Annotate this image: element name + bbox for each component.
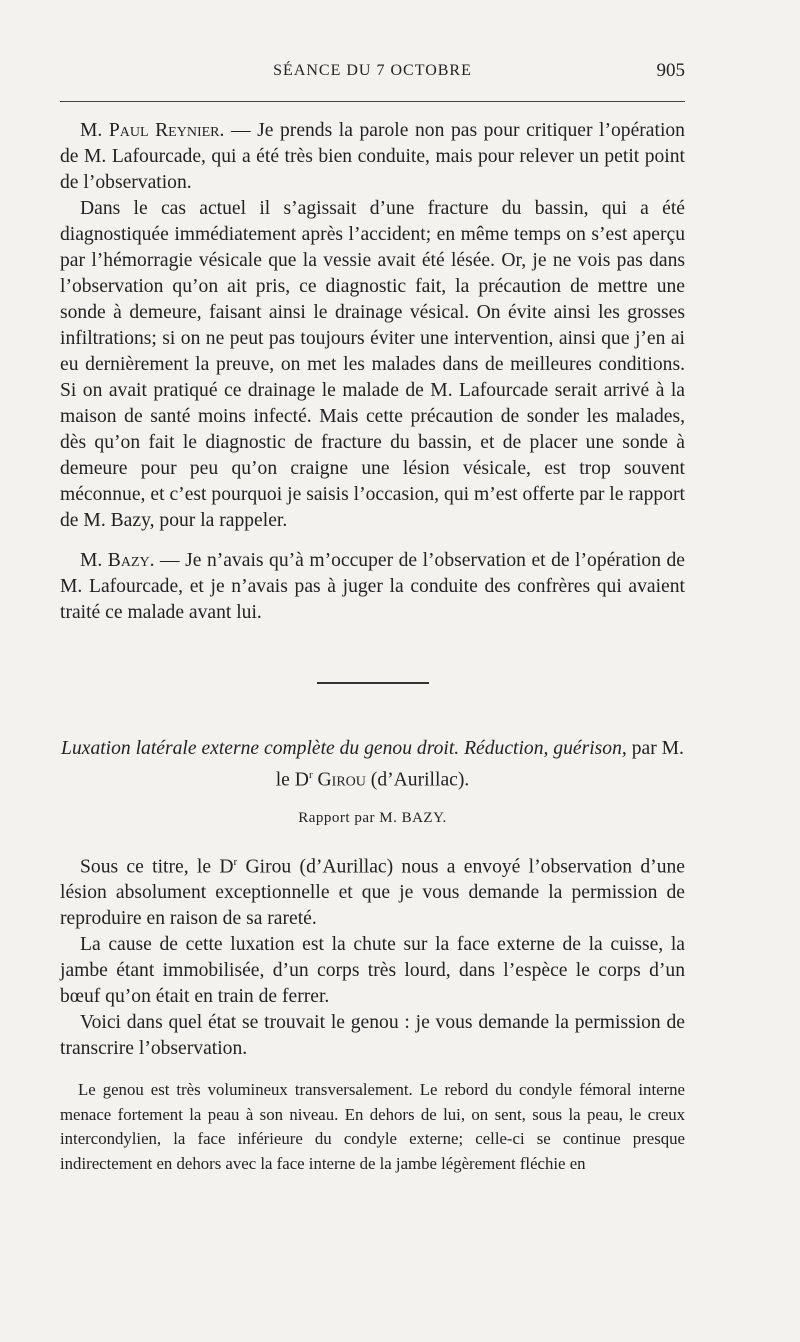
section-separator xyxy=(317,682,429,684)
report-paragraph-3: Voici dans quel état se trouvait le genou : je vous demande la permission de transcrire l’observation. xyxy=(60,1012,685,1060)
article-title xyxy=(60,736,685,794)
bazy-paragraph xyxy=(60,548,685,626)
page-number: 905 xyxy=(656,60,685,81)
running-header xyxy=(60,58,685,88)
report-p1-b: Girou (d’Aurillac) nous a envoyé l’observation d’une lésion absolument exceptionnelle et que je vous demande la permission de reproduire en raison de sa rareté. xyxy=(60,856,685,930)
article-title-by: par M. le D xyxy=(275,738,684,791)
running-title: SÉANCE DU 7 OCTOBRE xyxy=(273,62,472,79)
spacer-2 xyxy=(60,1062,685,1078)
report-p1-a: Sous ce titre, le D xyxy=(80,856,234,878)
article-author: Girou xyxy=(312,769,366,791)
report-line: Rapport par M. BAZY. xyxy=(298,809,447,826)
speaker-bazy: M. Bazy. xyxy=(80,550,155,571)
article-title-main: Luxation latérale externe complète du genou droit. Réduction, guérison, xyxy=(61,738,627,759)
reynier-paragraph-2: Dans le cas actuel il s’agissait d’une fracture du bassin, qui a été diagnostiquée immédiatement après l’accident; en même temps on s’est aperçu par l’hémorragie vésicale que la vessie avait été lésée. Or, je ne vois pas dans l’observation qu’on ait pris, ce diagnostic fait, la précaution de mettre une sonde à demeure, faisant ainsi le drainage vésical. On évite ainsi les grosses infiltrations; si on ne peut pas toujours éviter une intervention, ainsi que j’en ai eu dernièrement la preuve, on met les malades dans de meilleures conditions. Si on avait pratiqué ce drainage le malade de M. Lafourcade serait arrivé à la maison de santé moins infecté. Mais cette précaution de sonder les malades, dès qu’on fait le diagnostic de fracture du bassin, et de placer une sonde à demeure pour peu qu’on craigne une lésion vésicale, est trop souvent méconnue, et c’est pourquoi je saisis l’occasion, qui m’est offerte par le rapport de M. Bazy, pour la rappeler. xyxy=(60,198,685,531)
reynier-lead-text: — Je prends la parole non pas pour critiquer l’opération de M. Lafourcade, qui a été très bien conduite, mais pour relever un petit point de l’observation. xyxy=(60,120,685,193)
report-paragraph-2: La cause de cette luxation est la chute sur la face externe de la cuisse, la jambe étant immobilisée, d’un corps très lourd, dans l’espèce le corps d’un bœuf qu’on était en train de ferrer. xyxy=(60,934,685,1008)
article-place: (d’Aurillac). xyxy=(365,769,470,791)
spacer xyxy=(60,534,685,548)
observation-quote: Le genou est très volumineux transversalement. Le rebord du condyle fémoral interne menace fortement la peau à son niveau. En dehors de lui, on sent, sous la peau, le creux intercondylien, la face inférieure du condyle externe; celle-ci se continue presque indirectement en dehors avec la face interne de la jambe légèrement fléchie en xyxy=(60,1080,685,1173)
reynier-paragraph-1 xyxy=(60,118,685,196)
bazy-text: — Je n’avais qu’à m’occuper de l’observation et de l’opération de M. Lafourcade, et je n’avais pas à juger la conduite des confrères qui avaient traité ce malade avant lui. xyxy=(60,550,685,623)
article-title-sup: r xyxy=(308,769,313,781)
speaker-reynier: M. Paul Reynier. xyxy=(80,120,225,141)
page-body xyxy=(60,118,685,1176)
report-paragraph-1 xyxy=(60,849,685,933)
report-p1-sup: r xyxy=(233,855,238,868)
header-rule xyxy=(60,101,685,102)
